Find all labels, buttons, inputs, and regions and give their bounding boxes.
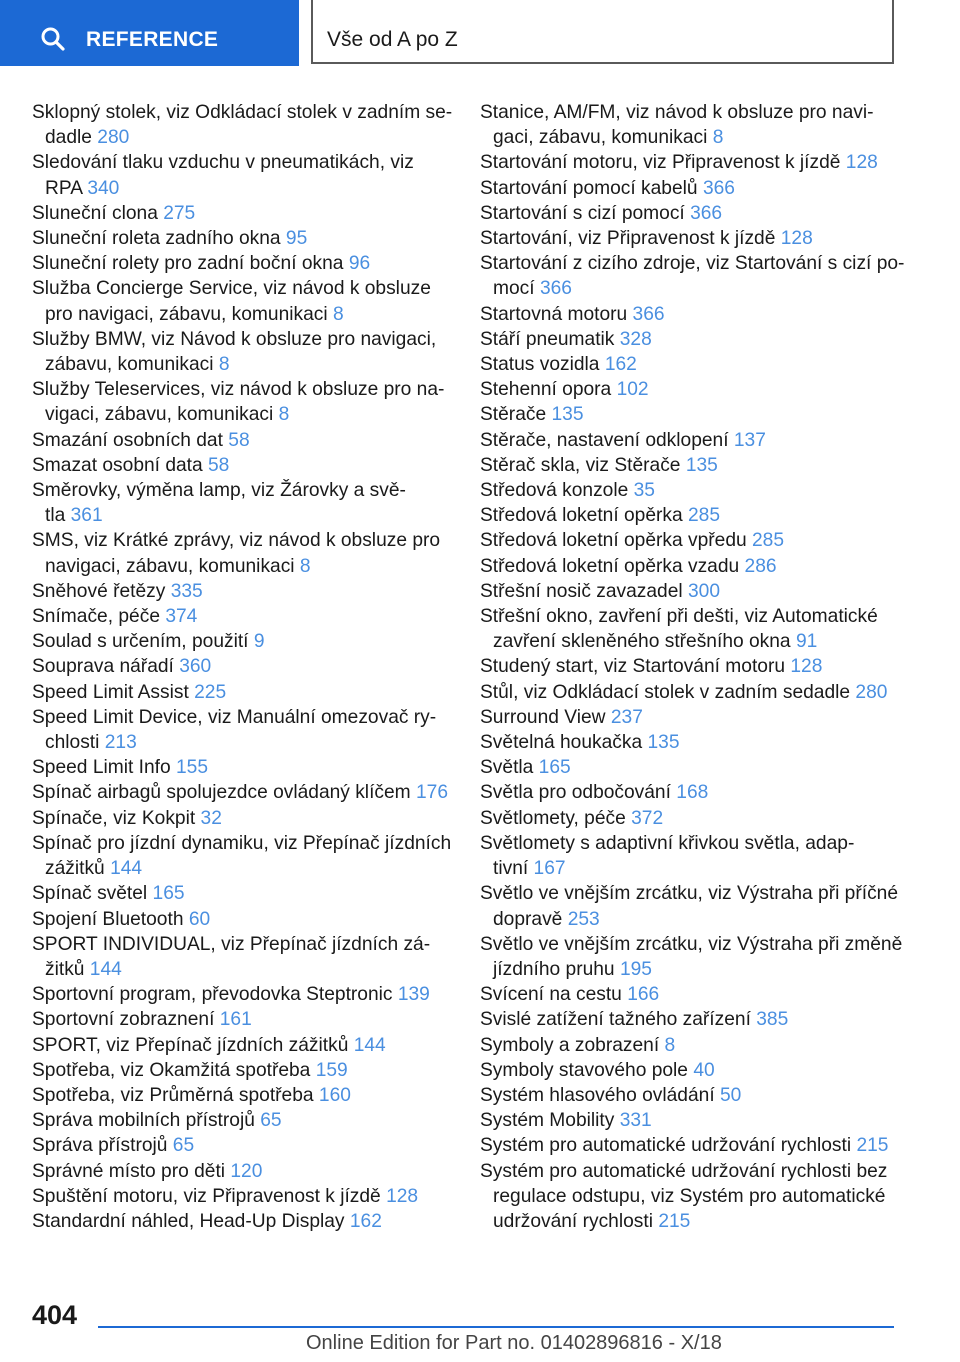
edition-text: Online Edition for Part no. 01402896816 - X/18 [306,1332,722,1354]
index-entry-text: SPORT INDIVIDUAL, viz Přepínač jízdních zá‐ [32,933,431,955]
index-entry-text: gaci, zábavu, komunikaci [493,127,708,149]
index-entry [480,881,900,931]
index-entry-text: Stehenní opora [480,379,612,401]
index-entry-text: zábavu, komunikaci [45,354,214,376]
index-entry [32,377,444,427]
index-entry-text: Světlo ve vnějším zrcátku, viz Výstraha při změně [480,933,903,955]
index-entry [32,428,444,453]
index-entry [480,327,900,352]
page-link[interactable]: 215 [658,1210,691,1232]
index-entry [32,100,453,150]
index-entry [32,780,449,805]
index-entry [480,176,900,201]
page-link[interactable]: 135 [647,732,680,754]
page-link[interactable]: 58 [228,429,250,451]
page-link[interactable]: 372 [631,807,664,829]
page-link[interactable]: 360 [179,656,212,678]
index-entry-text: Světlomety s adaptivní křivkou světla, adap‐ [480,832,855,854]
index-entry [32,1209,444,1234]
index-entry-text: Světelná houkačka [480,732,643,754]
index-entry [480,352,900,377]
index-entry [32,680,444,705]
index-entry [32,478,444,528]
page-link[interactable]: 366 [702,177,735,199]
index-entry-text: Stůl, viz Odkládací stolek v zadním sedadle [480,681,851,703]
index-entry-text: Symboly stavového pole [480,1059,688,1081]
page-link[interactable]: 374 [165,606,198,628]
page-link[interactable]: 8 [299,555,311,577]
index-entry-text: Střešní okno, zavření při dešti, viz Automatické [480,606,878,628]
index-entry-text: Středová konzole [480,480,629,502]
index-entry [480,528,900,553]
page-link[interactable]: 91 [795,631,818,653]
index-entry [480,982,900,1007]
page-link[interactable]: 300 [687,580,720,602]
page-link[interactable]: 366 [632,303,665,325]
index-entry [32,806,444,831]
index-entry-text: Sportovní zobraznení [32,1009,215,1031]
index-entry [480,604,900,654]
index-entry-text: Služby BMW, viz Návod k obsluze pro navigaci, [32,328,437,350]
page-link[interactable]: 366 [539,278,572,300]
page-link[interactable]: 8 [712,127,724,149]
page-link[interactable]: 361 [70,505,103,527]
index-entry [32,226,444,251]
index-column-right [480,100,905,1234]
page-link[interactable]: 331 [619,1110,652,1132]
index-entry [32,1033,444,1058]
index-entry [32,907,444,932]
page-link[interactable]: 340 [87,177,120,199]
index-entry [480,226,900,251]
index-entry [32,629,444,654]
index-entry-text: Souprava nářadí [32,656,174,678]
section-title: Vše od A po Z [327,28,458,51]
page-link[interactable]: 162 [604,354,637,376]
index-entry-text: Startování z cizího zdroje, viz Startování s cizí po‐ [480,253,905,275]
index-entry-text: tla [45,505,66,527]
page-link[interactable]: 144 [353,1034,386,1056]
page-link[interactable]: 65 [260,1110,282,1132]
index-entry [32,1133,444,1158]
index-entry-text: Status vozidla [480,354,600,376]
index-entry-text: Světla [480,757,534,779]
index-entry-text: Startování s cizí pomocí [480,202,685,224]
page-link[interactable]: 165 [538,757,571,779]
index-entry [32,654,444,679]
page-link[interactable]: 135 [685,454,718,476]
index-entry-text: Správa mobilních přístrojů [32,1110,255,1132]
index-entry-text: Systém pro automatické udržování rychlosti bez [480,1160,888,1182]
index-entry-text: chlosti [45,732,100,754]
index-entry-text: jízdního pruhu [493,958,615,980]
page-link[interactable]: 8 [218,354,230,376]
index-entry-text: Spotřeba, viz Průměrná spotřeba [32,1084,314,1106]
index-entry-text: Směrovky, výměna lamp, viz Žárovky a svě‐ [32,480,406,502]
index-entry-text: Spínač světel [32,883,148,905]
index-entry-text: Světla pro odbočování [480,782,671,804]
page-link[interactable]: 95 [285,228,308,250]
page-link[interactable]: 166 [627,984,660,1006]
index-entry [480,1058,900,1083]
index-entry-text: Snímače, péče [32,606,160,628]
page-link[interactable]: 8 [332,303,344,325]
index-entry [32,528,444,578]
index-entry [32,453,444,478]
page-link[interactable]: 35 [633,480,655,502]
page-link[interactable]: 275 [163,202,196,224]
index-entry-text: Systém hlasového ovládání [480,1084,715,1106]
index-entry [480,579,900,604]
page-link[interactable]: 285 [752,530,785,552]
page-link[interactable]: 9 [253,631,265,653]
page-link[interactable]: 168 [676,782,709,804]
index-entry [480,680,900,705]
index-entry-text: regulace odstupu, viz Systém pro automatické [493,1185,886,1207]
index-entry [480,932,903,982]
page-link[interactable]: 285 [688,505,721,527]
index-entry-text: Stěrač skla, viz Stěrače [480,454,681,476]
index-entry [480,150,900,175]
index-entry [32,276,444,326]
page-link[interactable]: 102 [616,379,649,401]
index-entry-text: tivní [493,858,529,880]
index-entry-text: Speed Limit Info [32,757,171,779]
index-entry [480,831,900,881]
index-entry [32,327,444,377]
page-link[interactable]: 213 [104,732,137,754]
index-entry-text: Soulad s určením, použití [32,631,249,653]
page-link[interactable]: 137 [733,429,766,451]
page-link[interactable]: 60 [188,908,211,930]
index-entry-text: Správné místo pro děti [32,1160,226,1182]
index-entry-text: navigaci, zábavu, komunikaci [45,555,295,577]
index-entry [32,201,444,226]
index-entry [480,402,900,427]
page-link[interactable]: 65 [172,1135,195,1157]
index-entry [480,100,900,150]
index-entry-text: Symboly a zobrazení [480,1034,660,1056]
page-link[interactable]: 280 [97,127,130,149]
index-entry [480,755,900,780]
page-link[interactable]: 280 [855,681,888,703]
index-entry-text: SMS, viz Krátké zprávy, viz návod k obsluze pro [32,530,441,552]
page-link[interactable]: 144 [110,858,143,880]
index-entry-text: Sluneční roleta zadního okna [32,228,281,250]
index-entry-text: Startování motoru, viz Připravenost k jízdě [480,152,841,174]
page-link[interactable]: 155 [176,757,209,779]
index-entry-text: Spotřeba, viz Okamžitá spotřeba [32,1059,311,1081]
index-entry-text: vigaci, zábavu, komunikaci [45,404,274,426]
index-entry [480,705,900,730]
index-entry-text: Sledování tlaku vzduchu v pneumatikách, viz [32,152,414,174]
index-entry-text: udržování rychlosti [493,1210,653,1232]
index-entry [32,604,444,629]
index-entry-text: Surround View [480,706,606,728]
index-entry-text: Stěrače, nastavení odklopení [480,429,729,451]
page-link[interactable]: 162 [349,1210,382,1232]
index-entry [480,1133,900,1158]
page-link[interactable]: 8 [278,404,290,426]
index-entry-text: Stěrače [480,404,547,426]
page-link[interactable]: 215 [856,1135,889,1157]
index-entry [32,932,444,982]
index-entry-text: Sklopný stolek, viz Odkládací stolek v zadním se‐ [32,102,453,123]
header [0,0,960,66]
index-entry-text: Speed Limit Device, viz Manuální omezovač ry‐ [32,706,437,728]
index-entry-text: Spínač pro jízdní dynamiku, viz Přepínač jízdních [32,832,452,854]
page-link[interactable]: 286 [744,555,777,577]
page-link[interactable]: 128 [386,1185,419,1207]
page-link[interactable]: 335 [170,580,203,602]
index-entry-text: Sluneční rolety pro zadní boční okna [32,253,344,275]
index-entry-text: Středová loketní opěrka vzadu [480,555,740,577]
index-entry-text: SPORT, viz Přepínač jízdních zážitků [32,1034,349,1056]
page-link[interactable]: 253 [567,908,600,930]
page-link[interactable]: 120 [230,1160,263,1182]
index-entry [32,982,444,1007]
index-entry-text: Svislé zatížení tažného zařízení [480,1009,751,1031]
page-link[interactable]: 139 [397,984,430,1006]
reference-tab[interactable] [0,0,299,66]
index-entry-text: Spojení Bluetooth [32,908,184,930]
index-entry-text: Sluneční clona [32,202,158,224]
index-entry-text: Stáří pneumatik [480,328,615,350]
index-entry-text: Spínač airbagů spolujezdce ovládaný klíčem [32,782,411,804]
index-entry-text: Smazat osobní data [32,454,203,476]
page-link[interactable]: 328 [619,328,652,350]
page-link[interactable]: 160 [318,1084,351,1106]
page-number: 404 [32,1300,78,1330]
index-entry [480,554,900,579]
index-entry-text: dadle [45,127,92,149]
index-entry [32,251,444,276]
index-entry [32,150,444,200]
reference-tab-label: REFERENCE [86,28,219,51]
index-entry [480,1083,900,1108]
index-entry-text: zavření skleněného střešního okna [493,631,791,653]
index-entry-text: Startování, viz Připravenost k jízdě [480,228,776,250]
index-entry-text: dopravě [493,908,563,930]
page-link[interactable]: 50 [720,1084,742,1106]
index-entry-text: zážitků [45,858,105,880]
index-entry [480,1033,900,1058]
index-entry-text: Smazání osobních dat [32,429,223,451]
index-entry [32,831,452,881]
index-entry [32,881,444,906]
index-entry [480,251,905,301]
footer-divider [98,1326,894,1328]
index-entry-text: Služba Concierge Service, viz návod k obsluze [32,278,431,300]
index-entry [480,1007,900,1032]
page-link[interactable]: 159 [315,1059,348,1081]
page-link[interactable]: 128 [780,228,813,250]
page-link[interactable]: 225 [194,681,227,703]
index-entry [480,503,900,528]
index-entry-text: pro navigaci, zábavu, komunikaci [45,303,328,325]
page-link[interactable]: 58 [208,454,230,476]
page-link[interactable]: 128 [790,656,823,678]
index-entry-text: Svícení na cestu [480,984,622,1006]
index-entry-text: Středová loketní opěrka vpředu [480,530,747,552]
index-entry-text: RPA [45,177,82,199]
page-link[interactable]: 32 [200,807,222,829]
page-link[interactable]: 176 [416,782,449,804]
index-entry-text: Speed Limit Assist [32,681,189,703]
page-link[interactable]: 161 [219,1009,252,1031]
index-entry-text: Startování pomocí kabelů [480,177,698,199]
index-entry [32,705,444,755]
index-entry-text: Sněhové řetězy [32,580,166,602]
index-entry [32,1184,444,1209]
page-link[interactable]: 167 [533,858,566,880]
index-entry-text: Služby Teleservices, viz návod k obsluze pro na‐ [32,379,445,401]
index-entry-text: mocí [493,278,535,300]
index-entry [480,377,900,402]
index-entry-text: Systém pro automatické udržování rychlosti [480,1135,852,1157]
index-entry [480,1108,900,1133]
index-entry [480,428,900,453]
index-entry [480,201,900,226]
index-entry [480,654,900,679]
page-link[interactable]: 366 [690,202,723,224]
index-entry-text: Střešní nosič zavazadel [480,580,683,602]
index-entry [480,1159,900,1235]
index-entry-text: Sportovní program, převodovka Steptronic [32,984,393,1006]
page-link[interactable]: 144 [89,958,122,980]
index-entry-text: Systém Mobility [480,1110,615,1132]
index-entry [32,1159,444,1184]
index-entry [480,730,900,755]
index-entry-text: Studený start, viz Startování motoru [480,656,786,678]
index-entry-text: Startovná motoru [480,303,628,325]
page-link[interactable]: 128 [845,152,878,174]
index-entry-text: Světlomety, péče [480,807,626,829]
index-entry [32,579,444,604]
index-entry [32,755,444,780]
index-entry [480,806,900,831]
index-column-left [32,100,453,1234]
page-link[interactable]: 385 [756,1009,789,1031]
page-link[interactable]: 135 [551,404,584,426]
page-link[interactable]: 195 [619,958,652,980]
index-entry [32,1083,444,1108]
index-entry [32,1007,444,1032]
page-link[interactable]: 165 [152,883,185,905]
index-entry [32,1058,444,1083]
page-link[interactable]: 8 [664,1034,676,1056]
index-entry-text: Spínače, viz Kokpit [32,807,196,829]
page-link[interactable]: 96 [348,253,371,275]
index-entry-text: Standardní náhled, Head-Up Display [32,1210,345,1232]
section-title-box [311,0,894,64]
index-entry-text: Spuštění motoru, viz Připravenost k jízdě [32,1185,381,1207]
index-entry [480,478,900,503]
search-icon [40,26,66,52]
index-entry-text: žitků [45,958,85,980]
index-entry-text: Světlo ve vnějším zrcátku, viz Výstraha při příčné [480,883,899,905]
index-entry [480,780,900,805]
page-link[interactable]: 40 [693,1059,715,1081]
index-entry [480,302,900,327]
index-entry [32,1108,444,1133]
index-entry [480,453,900,478]
index-entry-text: Správa přístrojů [32,1135,168,1157]
page-link[interactable]: 237 [610,706,643,728]
index-entry-text: Středová loketní opěrka [480,505,683,527]
index-entry-text: Stanice, AM/FM, viz návod k obsluze pro navi‐ [480,102,874,123]
